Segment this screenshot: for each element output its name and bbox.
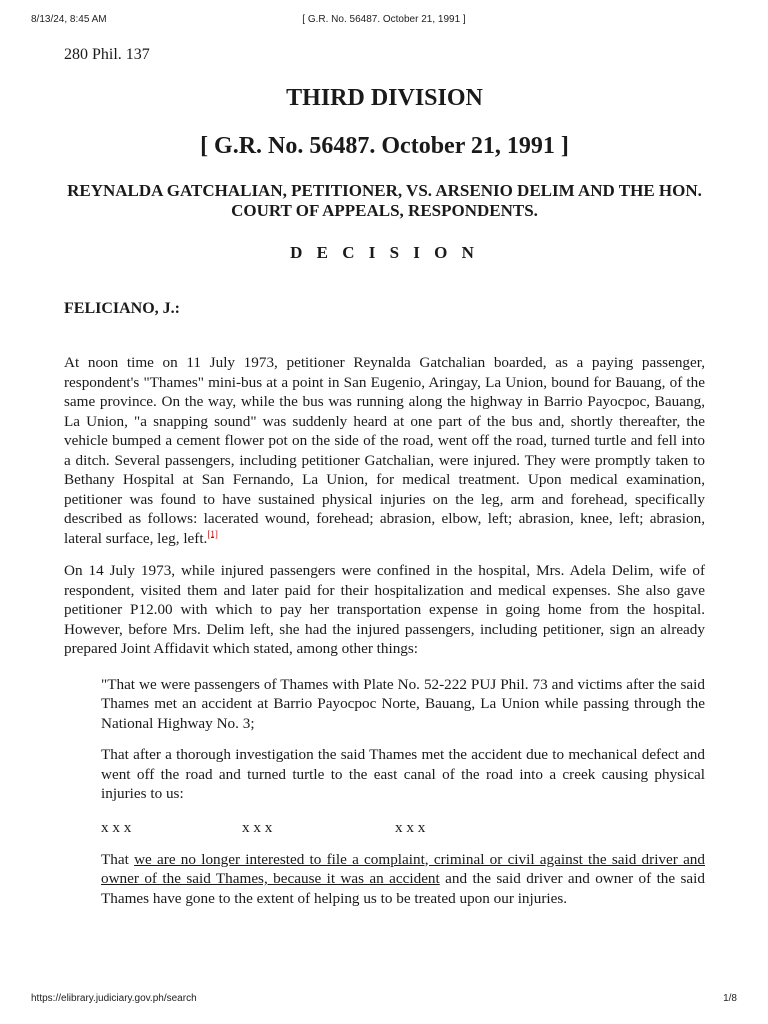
print-page-number: 1/8 xyxy=(723,993,737,1004)
ponente: FELICIANO, J.: xyxy=(64,300,181,317)
citation: 280 Phil. 137 xyxy=(64,46,150,63)
quote-paragraph-1: "That we were passengers of Thames with Plate No. 52-222 PUJ Phil. 73 and victims after the said Thames met an accident at Barrio Payocpoc Norte, Bauang, La Union while passing through the National Highway No. 3; xyxy=(101,675,705,732)
print-url: https://elibrary.judiciary.gov.ph/search xyxy=(31,993,197,1004)
quote-paragraph-2: That after a thorough investigation the said Thames met the accident due to mechanical defect and went off the road and turned turtle to the east canal of the road into a creek causing physical injuries to us: xyxy=(101,746,705,802)
print-title: [ G.R. No. 56487. October 21, 1991 ] xyxy=(302,14,466,25)
quote-paragraph-3 xyxy=(101,850,705,909)
print-datetime: 8/13/24, 8:45 AM xyxy=(31,14,107,25)
parties-heading: REYNALDA GATCHALIAN, PETITIONER, VS. ARSENIO DELIM AND THE HON. COURT OF APPEALS, RESPONDENTS. xyxy=(67,181,702,220)
quote-3-underlined: we are no longer interested to file a complaint, criminal or civil against the said driver and owner of the said Thames, because it was an accident xyxy=(101,850,705,887)
division-heading: THIRD DIVISION xyxy=(286,85,483,111)
paragraph-1 xyxy=(64,353,705,548)
quote-3-start: That xyxy=(101,850,135,868)
print-header xyxy=(31,14,737,28)
omission-mark: x x x xyxy=(395,818,426,836)
print-footer xyxy=(31,993,737,1007)
decision-heading: D E C I S I O N xyxy=(290,243,479,262)
affidavit-quote xyxy=(101,675,705,909)
case-number: [ G.R. No. 56487. October 21, 1991 ] xyxy=(200,133,569,159)
footnote-link-1[interactable]: [1] xyxy=(207,528,218,539)
omission-marks xyxy=(101,818,705,838)
omission-mark: x x x xyxy=(101,818,132,836)
omission-mark: x x x xyxy=(242,818,273,836)
paragraph-1-text: At noon time on 11 July 1973, petitioner Reynalda Gatchalian boarded, as a paying passenger, respondent's "Thames" mini-bus at a point in San Eugenio, Aringay, La Union, bound for Bauang, of the same province. On the way, while the bus was running along the highway in Barrio Payocpoc, Bauang, La Union, "a snapping sound" was suddenly heard at one part of the bus and, shortly thereafter, the vehicle bumped a cement flower pot on the side of the road, went off the road, turned turtle and fell into a ditch. Several passengers, including petitioner Gatchalian, were injured. They were promptly taken to Bethany Hospital at San Fernando, La Union, for medical treatment. Upon medical examination, petitioner was found to have sustained physical injuries on the leg, arm and forehead, specifically described as follows: lacerated wound, forehead; abrasion, elbow, left; abrasion, knee, left; abrasion, lateral surface, leg, left. xyxy=(64,354,705,547)
paragraph-2: On 14 July 1973, while injured passengers were confined in the hospital, Mrs. Adela Delim, wife of respondent, visited them and later paid for their hospitalization and medical expenses. She also gave petitioner P12.00 with which to pay her transportation expense in going home from the hospital. However, before Mrs. Delim left, she had the injured passengers, including petitioner, sign an already prepared Joint Affidavit which stated, among other things: xyxy=(64,562,705,657)
quote-3-end: and the said driver and owner of the said Thames have gone to the extent of helping us to be treated upon our injuries. xyxy=(101,870,705,907)
document-body xyxy=(64,46,705,908)
